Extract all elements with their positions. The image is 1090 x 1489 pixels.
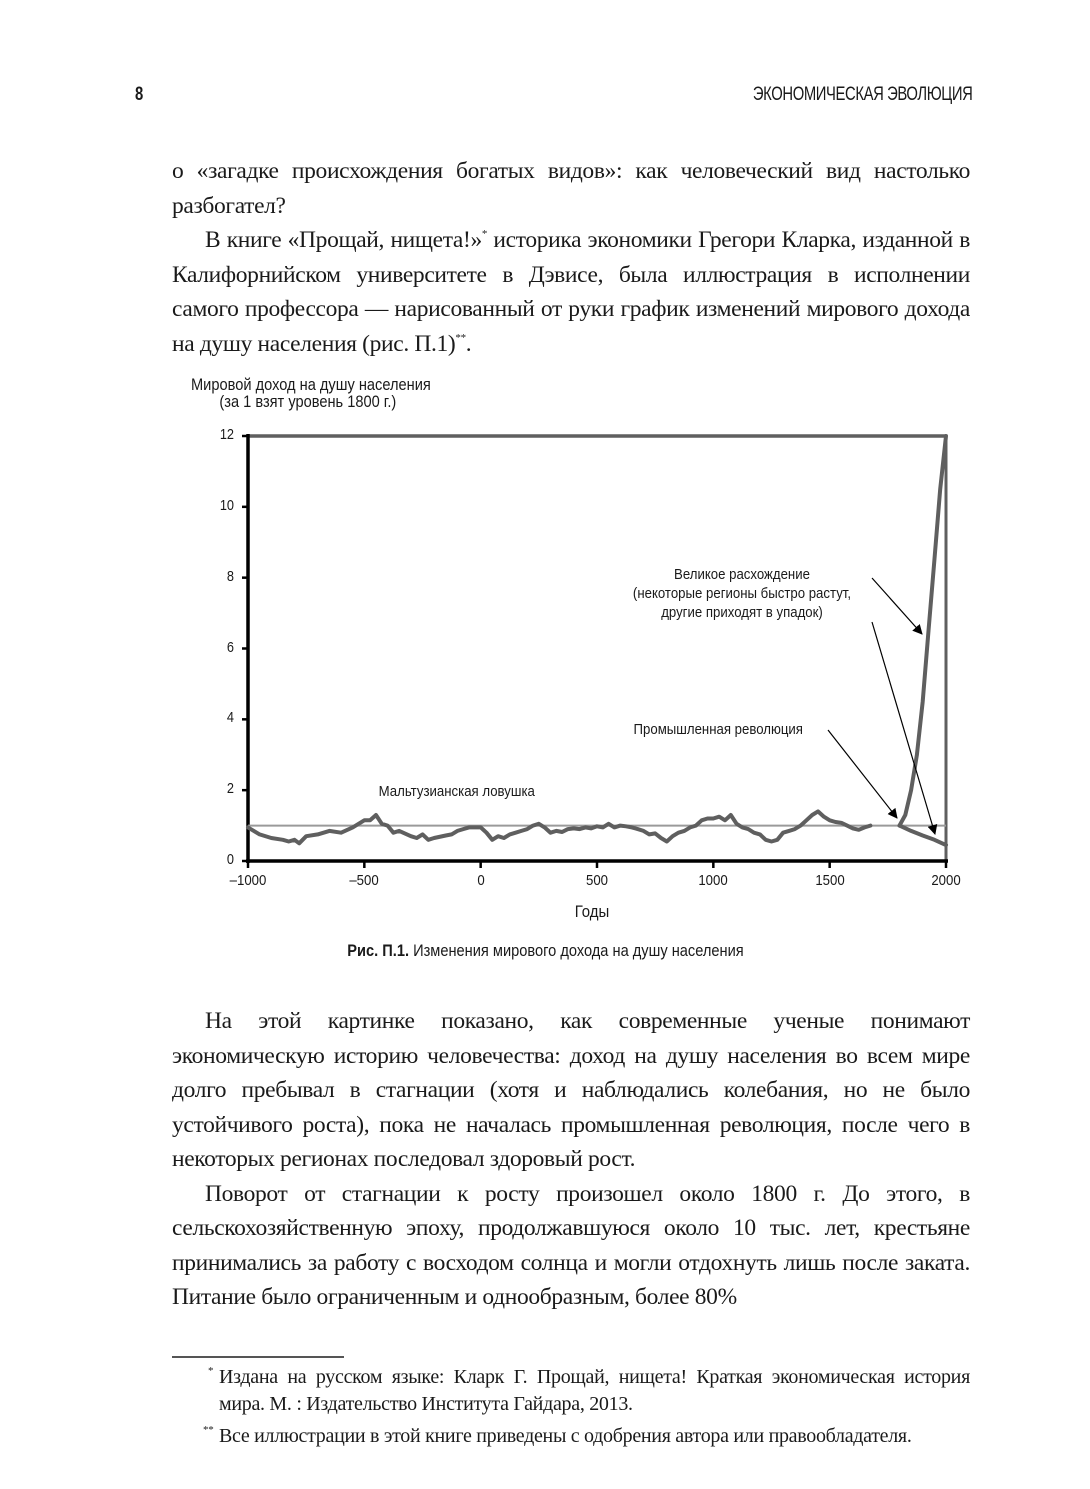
x-tick-label: 1000	[698, 872, 729, 889]
running-head	[135, 84, 972, 110]
caption-text: Изменения мирового дохода на душу населения	[408, 941, 744, 960]
y-tick-label: 2	[226, 780, 234, 798]
x-axis-label: Годы	[574, 902, 610, 921]
series-line-2	[900, 826, 947, 846]
paragraph-2: В книге «Прощай, нищета!»* историка экономики Грегори Кларка, изданной в Калифорнийском университете в Дэвисе, была иллюстрация в исполнении самого профессора — нарисованный от руки график изменений мирового дохода на душу населения (рис. П.1)**.	[172, 227, 970, 357]
footnote-ref-1[interactable]: *	[481, 228, 488, 240]
y-tick-label: 8	[226, 567, 234, 585]
figure-chart	[180, 372, 980, 932]
footnote-1: * Издана на русском языке: Кларк Г. Прощай, нищета! Краткая экономическая история мира. М. : Издательство Института Гайдара, 2013.	[208, 1365, 970, 1415]
footnote-divider	[172, 1356, 344, 1358]
plot-frame	[242, 434, 948, 868]
annotation-industrial-revolution: Промышленная революция	[633, 721, 803, 738]
y-tick-label: 0	[226, 851, 234, 868]
footnote-ref-2[interactable]: **	[455, 331, 466, 344]
paragraph-4: Поворот от стагнации к росту произошел около 1800 г. До этого, в сельскохозяйственную эпоху, продолжавшуюся около 10 тыс. лет, крестьяне принимались за работу с восходом солнца и могли отдохнуть лишь после заката. Питание было ограниченным и однообразным, более 80%	[172, 1180, 970, 1310]
footnote-2: ** Все иллюстрации в этой книге приведены с одобрения автора или правообладателя.	[203, 1424, 912, 1447]
footnotes	[172, 1364, 970, 1455]
x-tick-label: 1500	[814, 872, 845, 889]
x-tick-label: –1000	[229, 872, 267, 889]
caption-label: Рис. П.1.	[346, 941, 409, 960]
page-number: 8	[135, 84, 143, 105]
y-tick-label: 12	[219, 426, 234, 443]
data-series	[248, 436, 946, 845]
annotation-malthusian-trap: Мальтузианская ловушка	[378, 783, 535, 800]
paragraph-1: о «загадке происхождения богатых видов»: как человеческий вид настолько разбогател?	[172, 158, 970, 219]
main-text	[172, 1004, 970, 1315]
chart-plot	[180, 372, 980, 932]
series-line-0	[248, 811, 870, 843]
annotation-great-divergence: Великое расхождение (некоторые регионы быстро растут, другие приходят в упадок)	[632, 566, 852, 621]
figure-caption	[120, 941, 970, 961]
series-line-1	[900, 436, 947, 826]
intro-text	[172, 154, 970, 361]
y-tick-label: 10	[219, 496, 234, 514]
x-tick-label: –500	[349, 872, 380, 889]
y-tick-label: 4	[226, 709, 234, 727]
running-title: ЭКОНОМИЧЕСКАЯ ЭВОЛЮЦИЯ	[752, 84, 972, 105]
x-tick-label: 2000	[931, 872, 961, 889]
x-tick-label: 500	[585, 872, 609, 889]
paragraph-3: На этой картинке показано, как современные ученые понимают экономическую историю человечества: доход на душу населения во всем мире долго пребывал в стагнации (хотя и наблюдались колебания, но не было устойчивого роста), пока не началась промышленная революция, после чего в некоторых регионах последовал здоровый рост.	[172, 1008, 970, 1172]
y-tick-label: 6	[226, 638, 234, 656]
x-tick-label: 0	[476, 872, 485, 889]
y-axis-label: Мировой доход на душу населения (за 1 взят уровень 1800 г.)	[191, 375, 431, 411]
